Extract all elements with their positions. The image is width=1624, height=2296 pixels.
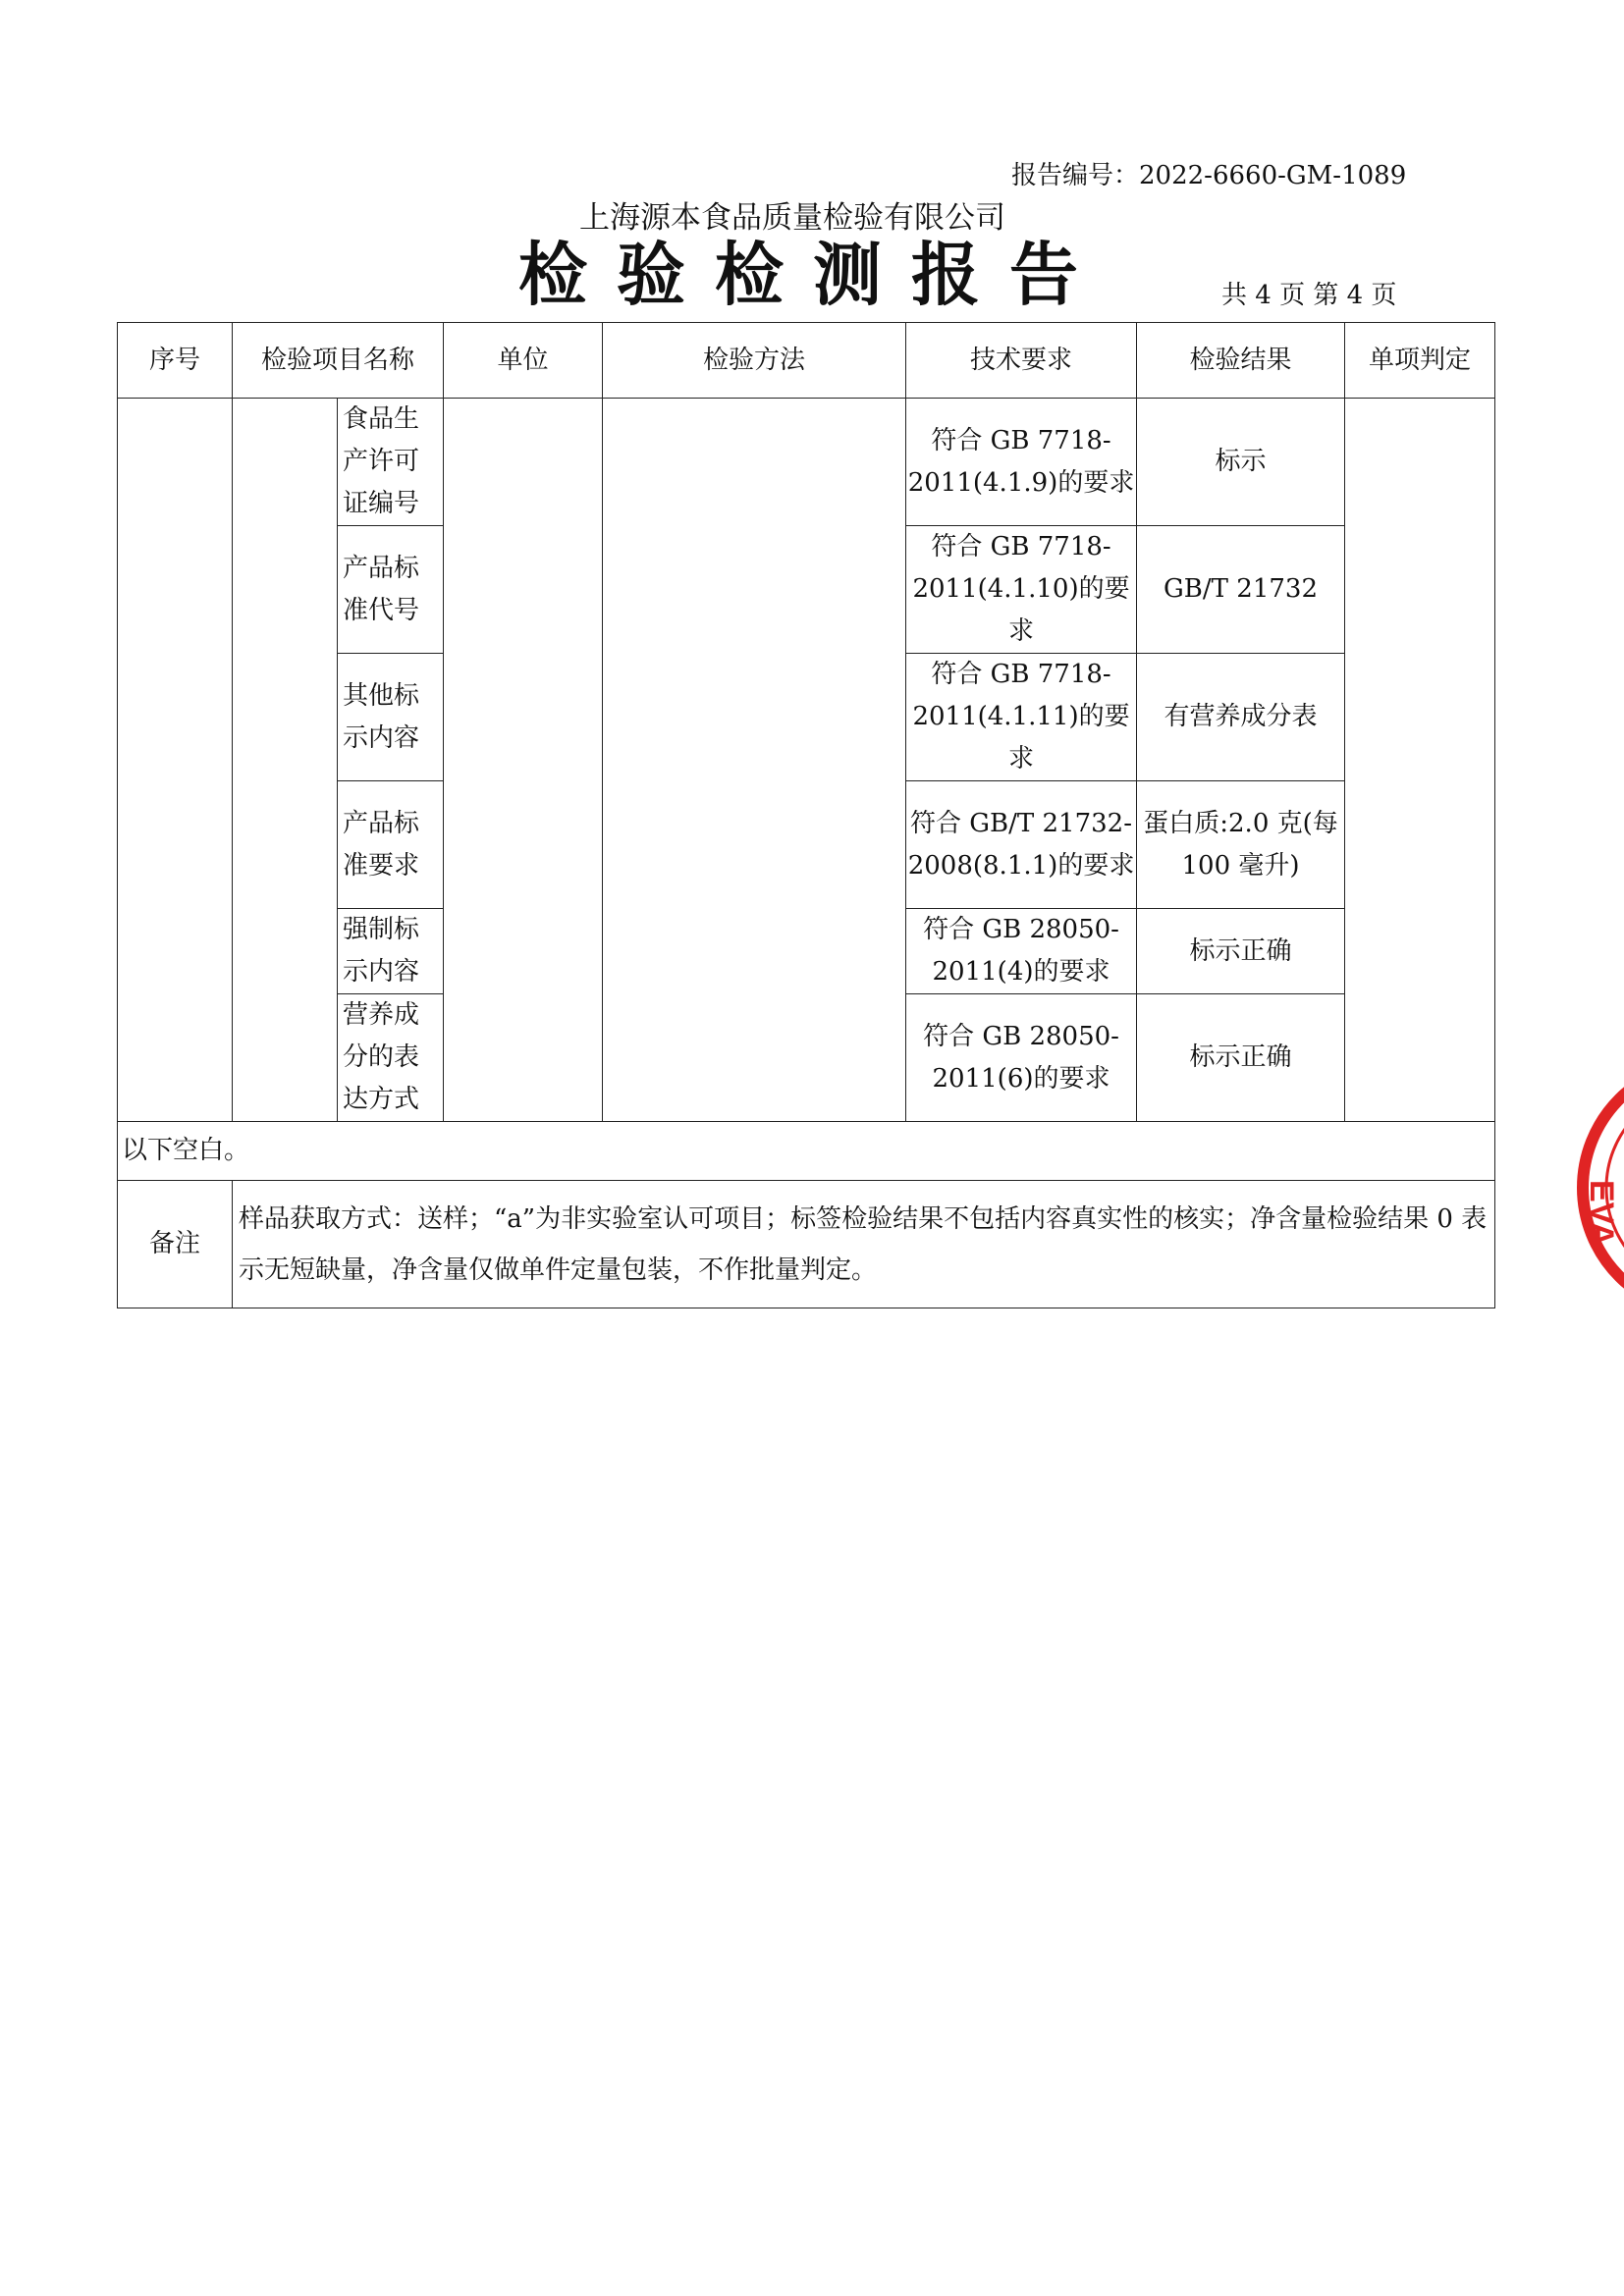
header-cell: 单项判定 bbox=[1345, 323, 1495, 399]
item-group-cell bbox=[233, 399, 338, 1122]
report-title: 检验检测报告 bbox=[518, 234, 1108, 315]
requirement: 符合 GB/T 21732-2008(8.1.1)的要求 bbox=[906, 781, 1137, 909]
page-info: 共 4 页 第 4 页 bbox=[1221, 281, 1397, 310]
remark-label: 备注 bbox=[118, 1181, 233, 1308]
judgement-cell bbox=[1345, 399, 1495, 1122]
item-name: 产品标准代号 bbox=[338, 526, 444, 654]
remark-row bbox=[118, 1181, 1495, 1308]
result: 标示正确 bbox=[1137, 994, 1345, 1122]
header-cell: 检验方法 bbox=[603, 323, 906, 399]
inspection-table bbox=[117, 322, 1495, 1308]
requirement: 符合 GB 28050-2011(4)的要求 bbox=[906, 909, 1137, 994]
header-cell: 检验结果 bbox=[1137, 323, 1345, 399]
requirement: 符合 GB 7718-2011(4.1.9)的要求 bbox=[906, 399, 1137, 526]
requirement: 符合 GB 7718-2011(4.1.11)的要求 bbox=[906, 654, 1137, 781]
remark-text: 样品获取方式：送样；“a”为非实验室认可项目；标签检验结果不包括内容真实性的核实；净含量检验结果 0 表示无短缺量，净含量仅做单件定量包装，不作批量判定。 bbox=[233, 1181, 1495, 1308]
item-name: 食品生产许可证编号 bbox=[338, 399, 444, 526]
header-cell: 序号 bbox=[118, 323, 233, 399]
result: GB/T 21732 bbox=[1137, 526, 1345, 654]
header-cell: 检验项目名称 bbox=[233, 323, 444, 399]
result: 有营养成分表 bbox=[1137, 654, 1345, 781]
report-number: 报告编号：2022-6660-GM-1089 bbox=[1011, 161, 1407, 190]
method-cell bbox=[603, 399, 906, 1122]
item-name: 强制标示内容 bbox=[338, 909, 444, 994]
requirement: 符合 GB 28050-2011(6)的要求 bbox=[906, 994, 1137, 1122]
table-row bbox=[118, 399, 1495, 526]
blank-note: 以下空白。 bbox=[118, 1122, 1495, 1181]
item-name: 营养成分的表达方式 bbox=[338, 994, 444, 1122]
item-name: 产品标准要求 bbox=[338, 781, 444, 909]
unit-cell bbox=[444, 399, 603, 1122]
red-seal-icon bbox=[1561, 1041, 1624, 1335]
table-header-row bbox=[118, 323, 1495, 399]
serial-cell bbox=[118, 399, 233, 1122]
requirement: 符合 GB 7718-2011(4.1.10)的要求 bbox=[906, 526, 1137, 654]
result: 蛋白质:2.0 克(每 100 毫升) bbox=[1137, 781, 1345, 909]
result: 标示 bbox=[1137, 399, 1345, 526]
result: 标示正确 bbox=[1137, 909, 1345, 994]
stamp-text: EVA bbox=[1583, 1180, 1620, 1247]
header-cell: 技术要求 bbox=[906, 323, 1137, 399]
blank-row bbox=[118, 1122, 1495, 1181]
company-name: 上海源本食品质量检验有限公司 bbox=[579, 200, 1005, 236]
header-cell: 单位 bbox=[444, 323, 603, 399]
item-name: 其他标示内容 bbox=[338, 654, 444, 781]
